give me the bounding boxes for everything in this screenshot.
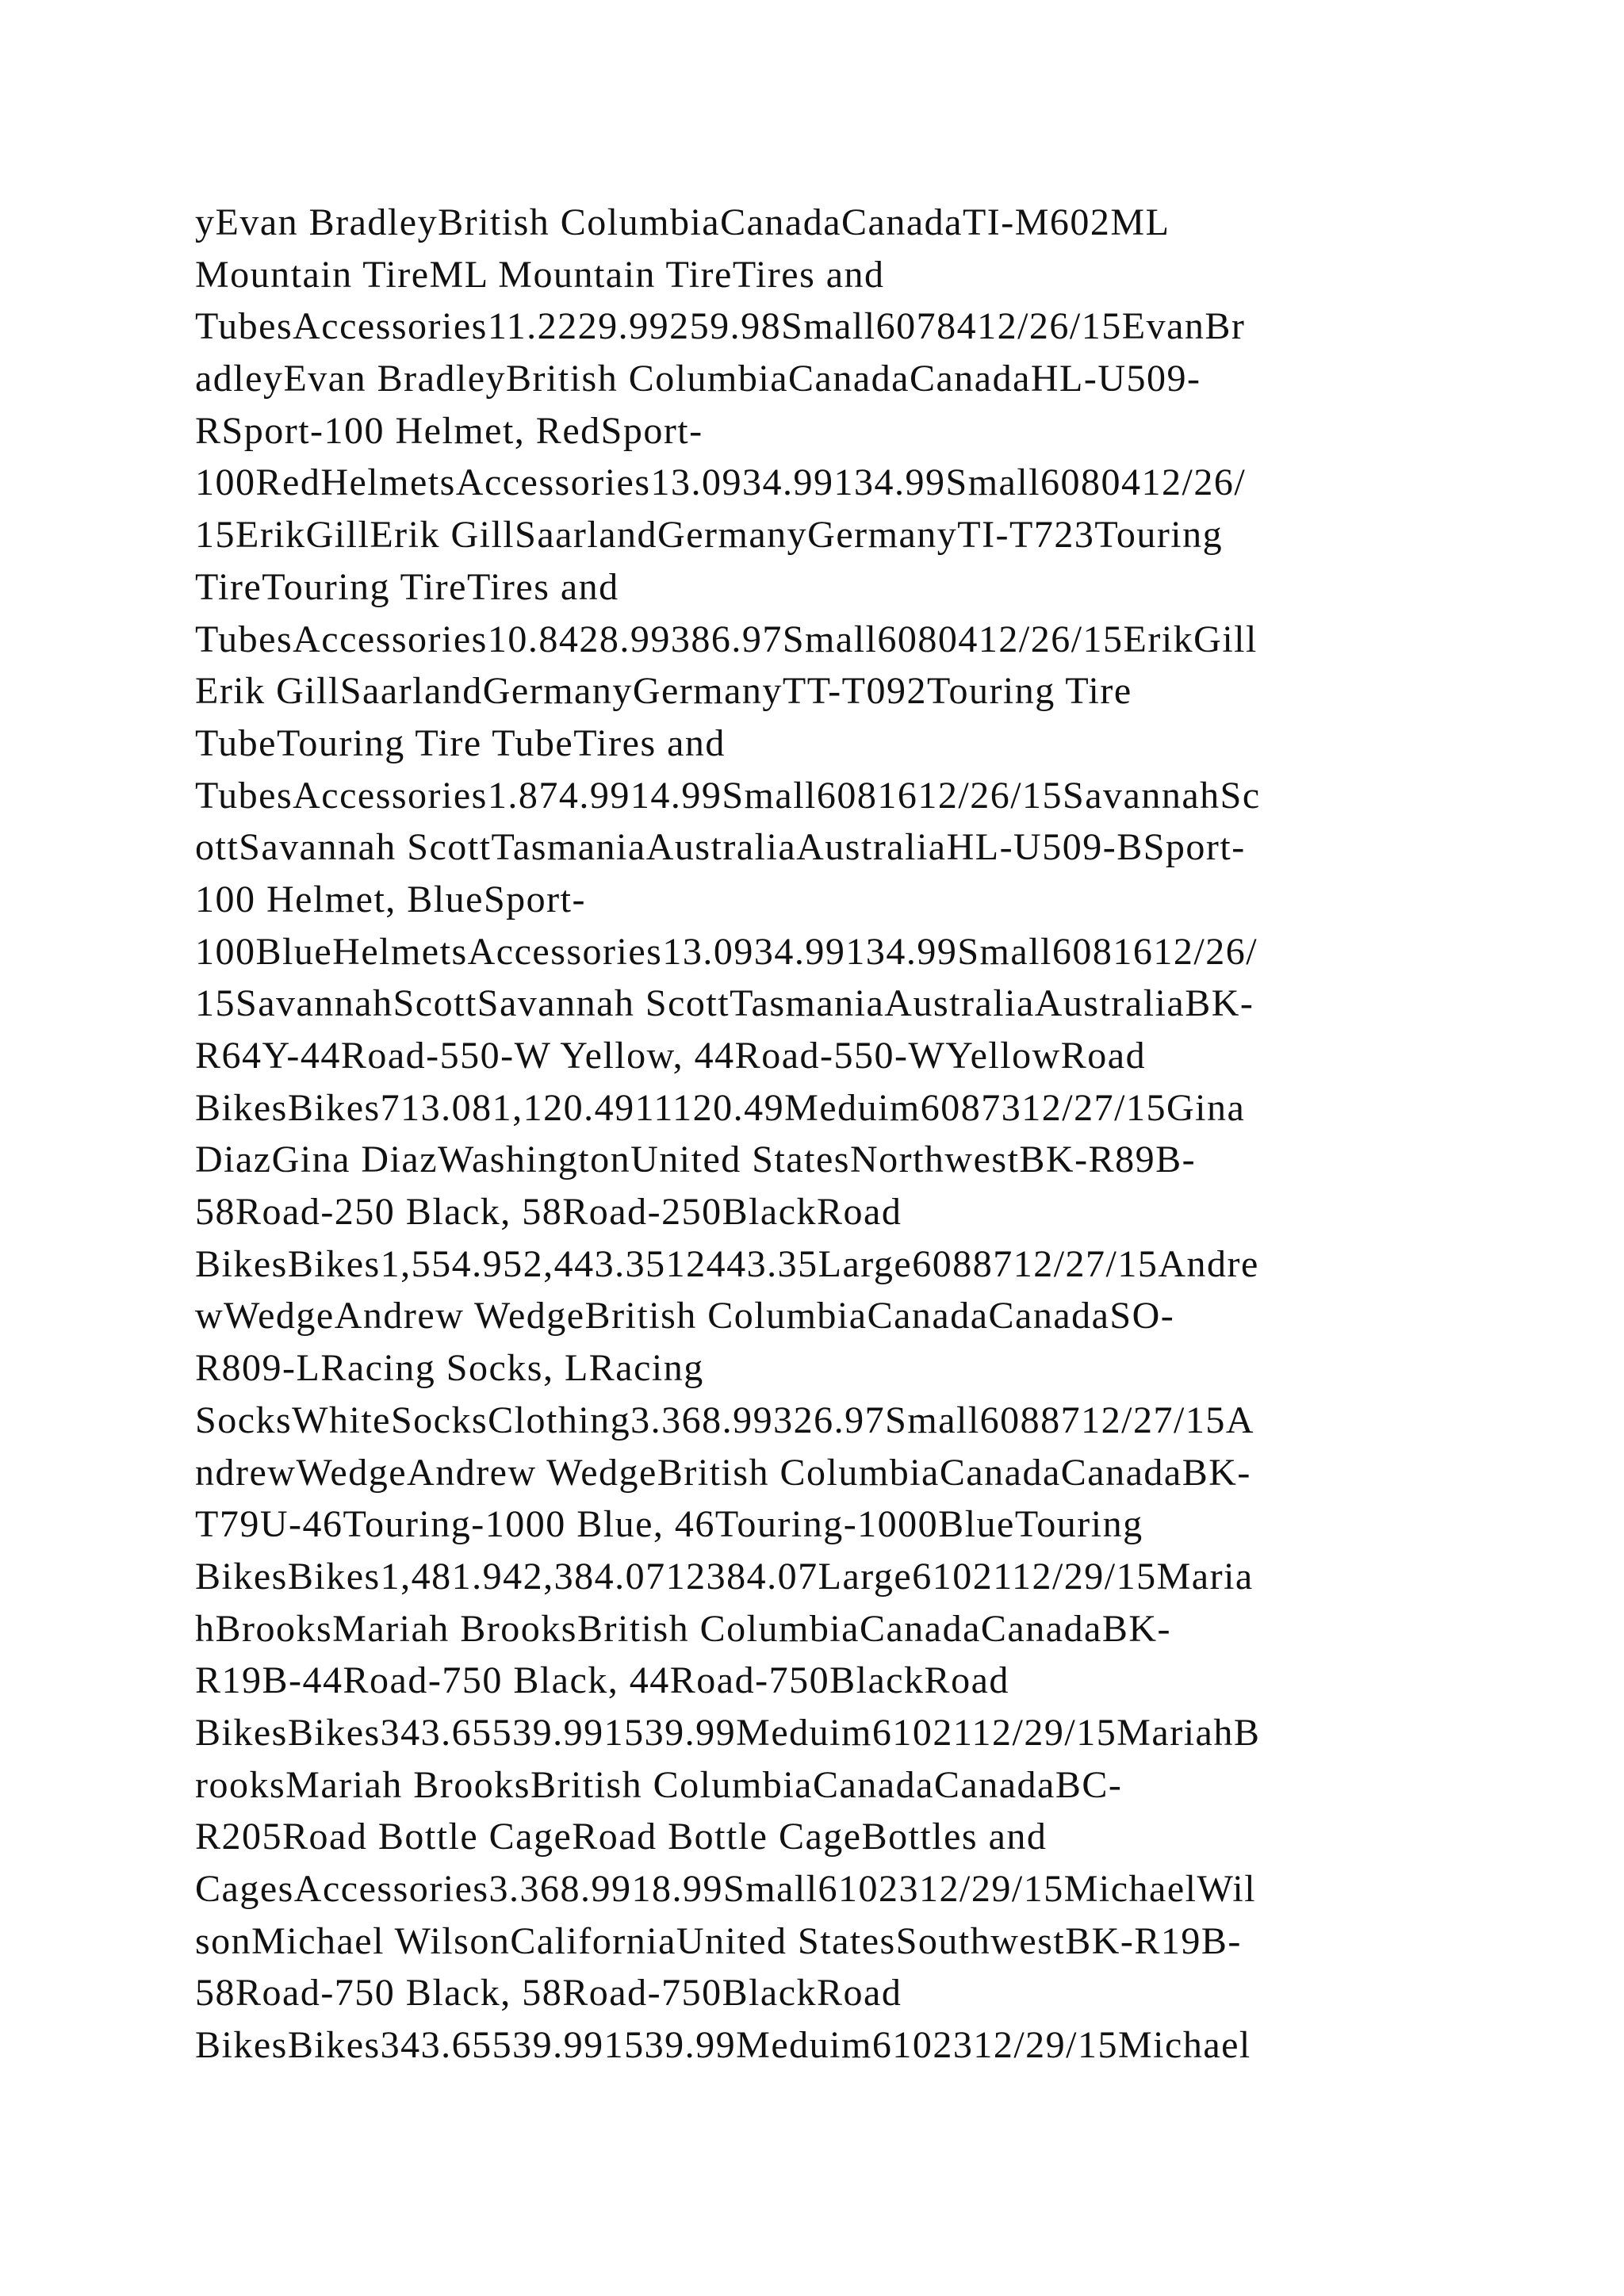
text-line: BikesBikes1,554.952,443.3512443.35Large6088712/27/15Andre [195, 1242, 1259, 1285]
text-line: 15ErikGillErik GillSaarlandGermanyGermanyTI-T723Touring [195, 514, 1224, 557]
text-line: TubeTouring Tire TubeTires and [195, 721, 726, 764]
text-line: TireTouring TireTires and [195, 565, 619, 608]
text-line: R205Road Bottle CageRoad Bottle CageBottles and [195, 1816, 1048, 1858]
text-line: BikesBikes343.65539.991539.99Meduim6102112/29/15MariahB [195, 1711, 1261, 1754]
text-line: BikesBikes1,481.942,384.0712384.07Large6102112/29/15Maria [195, 1555, 1254, 1598]
text-line: ottSavannah ScottTasmaniaAustraliaAustraliaHL-U509-BSport- [195, 826, 1246, 869]
text-line: R809-LRacing Socks, LRacing [195, 1347, 704, 1390]
text-line: sonMichael WilsonCaliforniaUnited StatesSouthwestBK-R19B- [195, 1919, 1242, 1962]
text-line: yEvan BradleyBritish ColumbiaCanadaCanadaTI-M602ML [195, 201, 1170, 243]
text-line: TubesAccessories1.874.9914.99Small6081612/26/15SavannahSc [195, 774, 1261, 817]
text-line: adleyEvan BradleyBritish ColumbiaCanadaCanadaHL-U509- [195, 358, 1201, 400]
text-line: 58Road-750 Black, 58Road-750BlackRoad [195, 1972, 902, 2015]
text-line: TubesAccessories11.2229.99259.98Small6078412/26/15EvanBr [195, 305, 1246, 348]
text-line: hBrooksMariah BrooksBritish ColumbiaCanadaCanadaBK- [195, 1607, 1172, 1650]
text-line: DiazGina DiazWashingtonUnited StatesNorthwestBK-R89B- [195, 1138, 1197, 1181]
text-line: rooksMariah BrooksBritish ColumbiaCanadaCanadaBC- [195, 1763, 1123, 1806]
text-line: TubesAccessories10.8428.99386.97Small6080412/26/15ErikGill [195, 618, 1258, 660]
text-line: 100 Helmet, BlueSport- [195, 878, 586, 920]
text-line: R19B-44Road-750 Black, 44Road-750BlackRoad [195, 1659, 1009, 1702]
text-line: 100BlueHelmetsAccessories13.0934.99134.99Small6081612/26/ [195, 930, 1258, 973]
text-line: R64Y-44Road-550-W Yellow, 44Road-550-WYellowRoad [195, 1035, 1147, 1077]
text-line: 100RedHelmetsAccessories13.0934.99134.99Small6080412/26/ [195, 461, 1247, 504]
text-line: BikesBikes713.081,120.4911120.49Meduim6087312/27/15Gina [195, 1086, 1246, 1129]
text-line: 58Road-250 Black, 58Road-250BlackRoad [195, 1191, 902, 1234]
text-line: RSport-100 Helmet, RedSport- [195, 409, 703, 452]
text-line: CagesAccessories3.368.9918.99Small6102312/29/15MichaelWil [195, 1868, 1257, 1910]
text-line: SocksWhiteSocksClothing3.368.99326.97Small6088712/27/15A [195, 1399, 1255, 1441]
text-line: 15SavannahScottSavannah ScottTasmaniaAustraliaAustraliaBK- [195, 982, 1254, 1025]
text-line: Mountain TireML Mountain TireTires and [195, 253, 885, 296]
text-line: T79U-46Touring-1000 Blue, 46Touring-1000BlueTouring [195, 1503, 1143, 1546]
text-line: Erik GillSaarlandGermanyGermanyTT-T092Touring Tire [195, 670, 1132, 713]
text-line: BikesBikes343.65539.991539.99Meduim6102312/29/15Michael [195, 2024, 1251, 2067]
text-line: ndrewWedgeAndrew WedgeBritish ColumbiaCanadaCanadaBK- [195, 1451, 1251, 1494]
document-text-block [195, 197, 1448, 2072]
text-line: wWedgeAndrew WedgeBritish ColumbiaCanadaCanadaSO- [195, 1295, 1175, 1337]
